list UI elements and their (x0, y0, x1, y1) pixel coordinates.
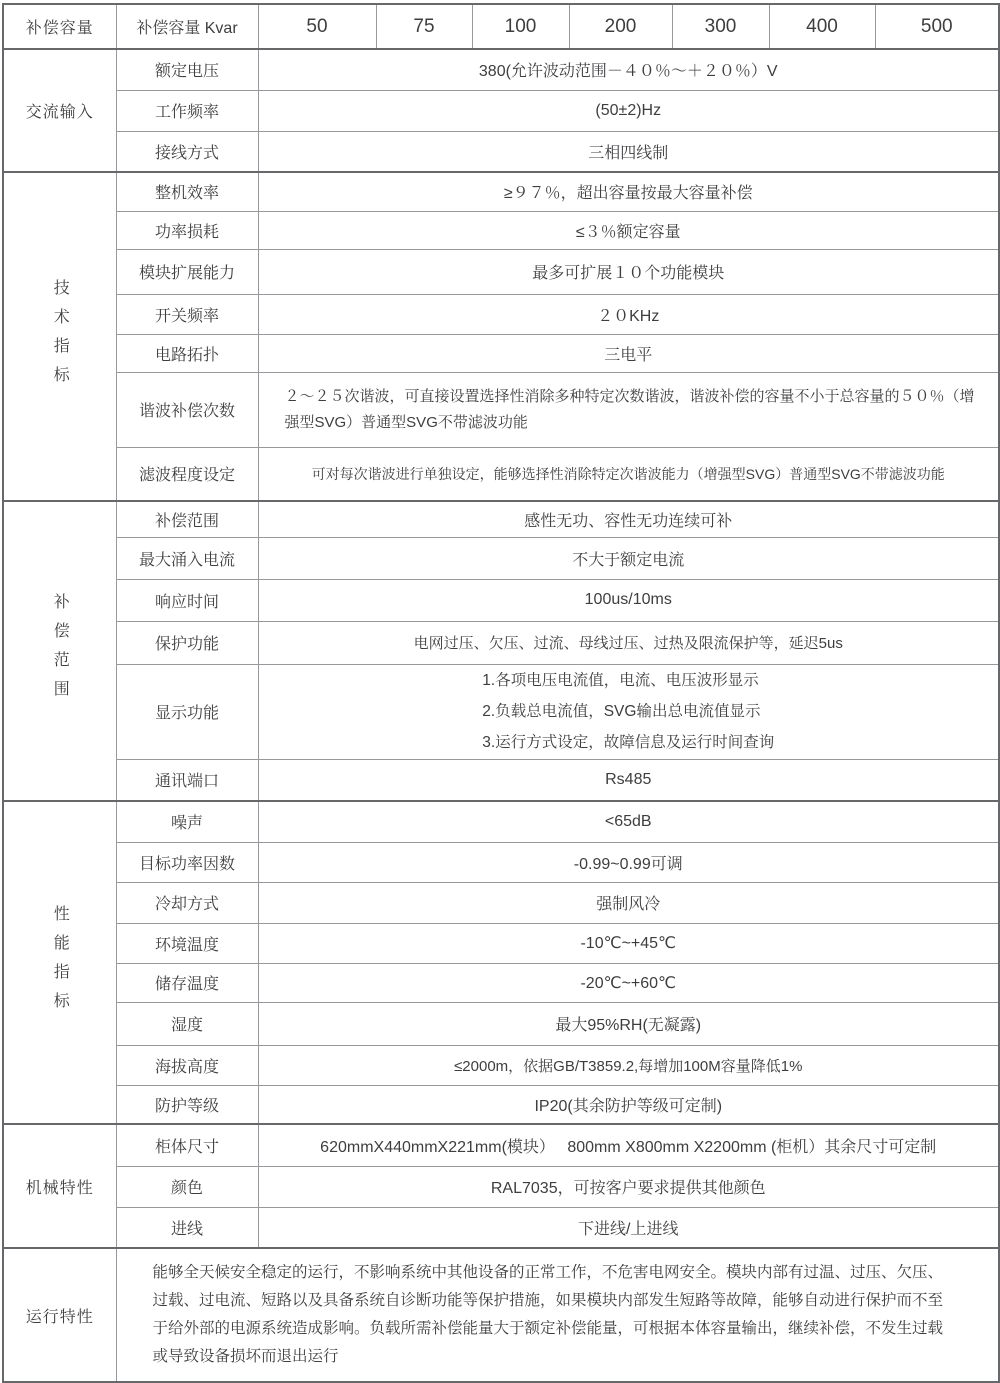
table-row (3, 1124, 999, 1166)
section-ac-input: 交流输入 (3, 49, 116, 172)
row-label: 冷却方式 (116, 882, 258, 923)
table-row (3, 372, 999, 447)
row-label: 目标功率因数 (116, 842, 258, 882)
row-label: 湿度 (116, 1002, 258, 1045)
table-row (3, 249, 999, 294)
row-value: 最大95%RH(无凝露) (258, 1002, 999, 1045)
row-label: 最大涌入电流 (116, 537, 258, 579)
table-row (3, 579, 999, 621)
row-value: 三相四线制 (258, 131, 999, 172)
row-value (258, 664, 999, 759)
row-label: 响应时间 (116, 579, 258, 621)
table-row (3, 537, 999, 579)
row-value: 感性无功、容性无功连续可补 (258, 501, 999, 537)
row-value: -20℃~+60℃ (258, 963, 999, 1002)
row-value: 电网过压、欠压、过流、母线过压、过热及限流保护等，延迟5us (258, 621, 999, 664)
section-tech-specs: 技术指标 (3, 172, 116, 501)
row-label: 开关频率 (116, 294, 258, 334)
row-label: 防护等级 (116, 1085, 258, 1124)
capacity-value: 75 (376, 4, 472, 49)
table-row (3, 447, 999, 501)
row-label: 保护功能 (116, 621, 258, 664)
row-value: IP20(其余防护等级可定制) (258, 1085, 999, 1124)
row-value: -10℃~+45℃ (258, 923, 999, 963)
display-function-line: 1.各项电压电流值，电流、电压波形显示 (482, 672, 759, 689)
row-value: 最多可扩展１０个功能模块 (258, 249, 999, 294)
row-value: 不大于额定电流 (258, 537, 999, 579)
row-label: 柜体尺寸 (116, 1124, 258, 1166)
row-label: 额定电压 (116, 49, 258, 90)
row-label: 噪声 (116, 801, 258, 842)
row-label: 工作频率 (116, 90, 258, 131)
row-label: 谐波补偿次数 (116, 372, 258, 447)
table-row (3, 1248, 999, 1382)
row-label: 整机效率 (116, 172, 258, 211)
table-row (3, 1002, 999, 1045)
section-operation: 运行特性 (3, 1248, 116, 1382)
row-value: Rs485 (258, 759, 999, 801)
row-label: 补偿范围 (116, 501, 258, 537)
row-value: RAL7035，可按客户要求提供其他颜色 (258, 1166, 999, 1207)
section-performance: 性能指标 (3, 801, 116, 1124)
row-value: 100us/10ms (258, 579, 999, 621)
capacity-value: 500 (875, 4, 999, 49)
operation-paragraph: 能够全天候安全稳定的运行，不影响系统中其他设备的正常工作，不危害电网安全。模块内部有过温、过压、欠压、过载、过电流、短路以及具备系统自诊断功能等保护措施，如果模块内部发生短路等故障，能够自动进行保护而不至于给外部的电源系统造成影响。负载所需补偿能量大于额定补偿能量，可根据本体容量输出，继续补偿，不发生过载或导致设备损坏而退出运行 (116, 1248, 999, 1382)
display-function-line: 3.运行方式设定，故障信息及运行时间查询 (482, 734, 775, 751)
header-capacity-kvar: 补偿容量 Kvar (116, 4, 258, 49)
header-capacity-section: 补偿容量 (3, 4, 116, 49)
table-row (3, 1045, 999, 1085)
row-value: ２～２５次谐波，可直接设置选择性消除多种特定次数谐波，谐波补偿的容量不小于总容量的５０％（增强型SVG）普通型SVG不带滤波功能 (258, 372, 999, 447)
table-row (3, 621, 999, 664)
display-function-line: 2.负载总电流值，SVG输出总电流值显示 (482, 703, 761, 720)
row-value: 下进线/上进线 (258, 1207, 999, 1248)
row-value: 强制风冷 (258, 882, 999, 923)
row-value: 三电平 (258, 334, 999, 372)
row-value: ２０KHz (258, 294, 999, 334)
row-value: (50±2)Hz (258, 90, 999, 131)
row-value: ≤３％额定容量 (258, 211, 999, 249)
section-compensation-range: 补偿范围 (3, 501, 116, 801)
row-label: 进线 (116, 1207, 258, 1248)
row-value: 可对每次谐波进行单独设定，能够选择性消除特定次谐波能力（增强型SVG）普通型SVG不带滤波功能 (258, 447, 999, 501)
capacity-value: 400 (769, 4, 875, 49)
row-label: 通讯端口 (116, 759, 258, 801)
row-label: 显示功能 (116, 664, 258, 759)
row-label: 颜色 (116, 1166, 258, 1207)
table-row (3, 172, 999, 211)
table-row-header (3, 4, 999, 49)
row-label: 环境温度 (116, 923, 258, 963)
table-row (3, 334, 999, 372)
table-row (3, 294, 999, 334)
row-label: 滤波程度设定 (116, 447, 258, 501)
row-label: 功率损耗 (116, 211, 258, 249)
capacity-value: 50 (258, 4, 376, 49)
spec-table (2, 3, 1000, 1383)
table-row (3, 882, 999, 923)
table-row (3, 759, 999, 801)
row-value: <65dB (258, 801, 999, 842)
capacity-value: 100 (472, 4, 569, 49)
table-row (3, 801, 999, 842)
row-value: 380(允许波动范围－４０％～＋２０％）V (258, 49, 999, 90)
row-value: 620mmX440mmX221mm(模块） 800mm X800mm X2200mm (柜机）其余尺寸可定制 (258, 1124, 999, 1166)
row-value: ≥９７％，超出容量按最大容量补偿 (258, 172, 999, 211)
row-value: ≤2000m，依据GB/T3859.2,每增加100M容量降低1% (258, 1045, 999, 1085)
row-label: 接线方式 (116, 131, 258, 172)
capacity-value: 200 (569, 4, 672, 49)
row-label: 储存温度 (116, 963, 258, 1002)
table-row (3, 90, 999, 131)
table-row (3, 1166, 999, 1207)
row-label: 模块扩展能力 (116, 249, 258, 294)
table-row (3, 842, 999, 882)
row-value: -0.99~0.99可调 (258, 842, 999, 882)
table-row (3, 211, 999, 249)
capacity-value: 300 (672, 4, 769, 49)
row-label: 电路拓扑 (116, 334, 258, 372)
table-row (3, 923, 999, 963)
table-row (3, 501, 999, 537)
table-row (3, 664, 999, 759)
section-mechanical: 机械特性 (3, 1124, 116, 1248)
table-row (3, 131, 999, 172)
table-row (3, 1085, 999, 1124)
row-label: 海拔高度 (116, 1045, 258, 1085)
table-row (3, 49, 999, 90)
table-row (3, 963, 999, 1002)
table-row (3, 1207, 999, 1248)
